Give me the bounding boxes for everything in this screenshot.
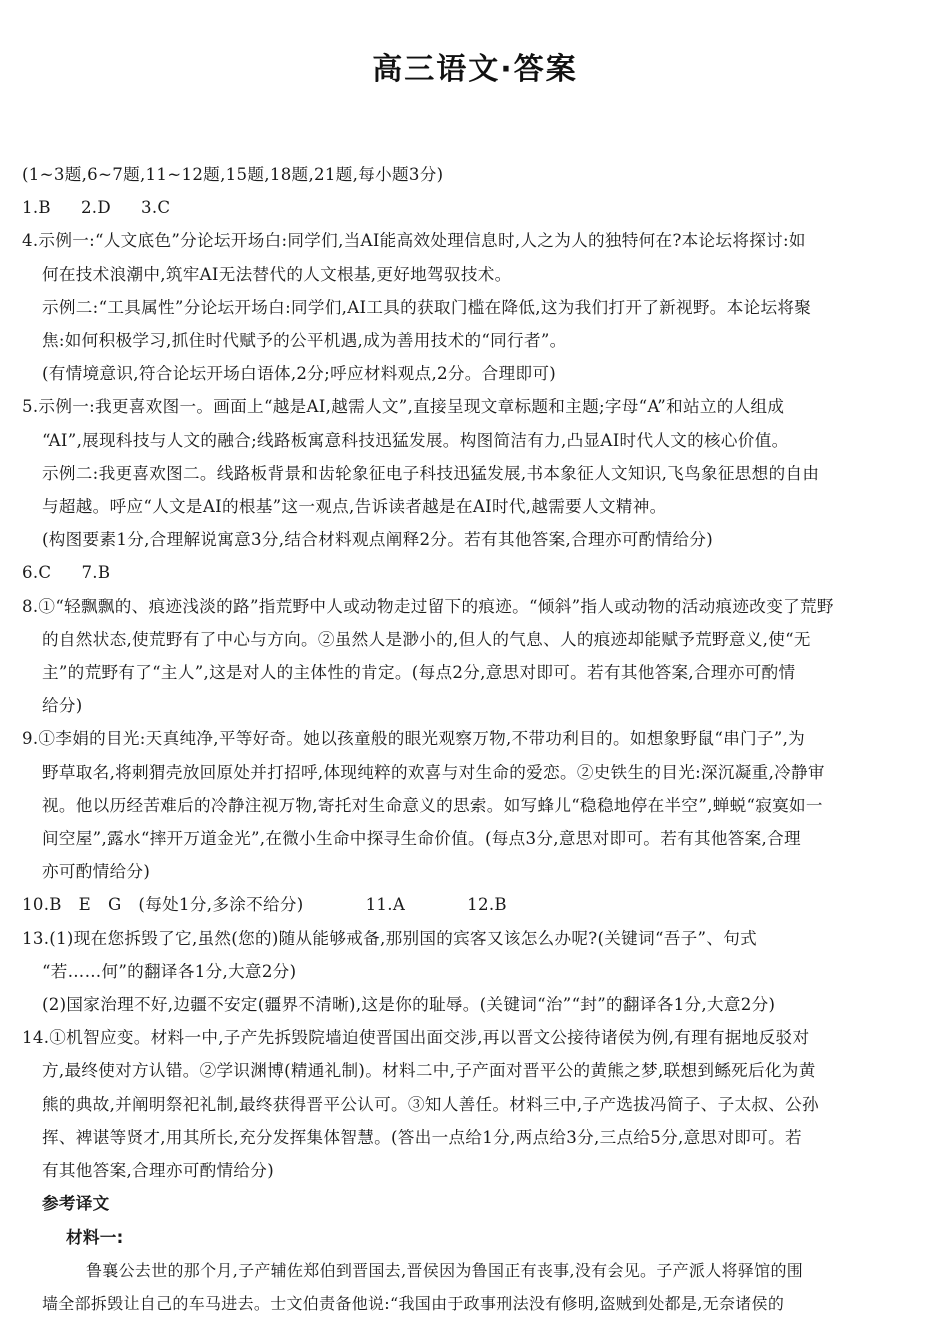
answer-9-line: 间空屋”,露水“摔开万道金光”,在微小生命中探寻生命价值。(每点3分,意思对即可。若有其他答案,合理 (42, 829, 801, 849)
answer-14-line: 有其他答案,合理亦可酌情给分) (42, 1161, 274, 1181)
answer-13-part2: (2)国家治理不好,边疆不安定(疆界不清晰),这是你的耻辱。(关键词“治”“封”的翻译各1分,大意2分) (42, 995, 776, 1015)
answer-8-line: 给分) (42, 696, 83, 716)
answer-5-scoring: (构图要素1分,合理解说寓意3分,结合材料观点阐释2分。若有其他答案,合理亦可酌情给分) (42, 530, 714, 550)
answers-6-7 (22, 556, 918, 589)
answer-13-line: 13.(1)现在您拆毁了它,虽然(您的)随从能够戒备,那别国的宾客又该怎么办呢?(关键词“吾子”、句式 (22, 928, 757, 948)
answers-10-12 (22, 888, 918, 921)
answer-14-line: 14.①机智应变。材料一中,子产先拆毁院墙迫使晋国出面交涉,再以晋文公接待诸侯为例,有理有据地反驳对 (22, 1028, 810, 1048)
answer-5-line: 与超越。呼应“人文是AI的根基”这一观点,告诉读者越是在AI时代,越需要人文精神。 (42, 497, 667, 517)
answer-12: 12.B (467, 895, 507, 915)
answer-10: 10.B E G (每处1分,多涂不给分) (22, 895, 304, 915)
translation-heading: 参考译文 (42, 1194, 110, 1214)
answer-7: 7.B (81, 563, 111, 583)
answer-8-line: 的自然状态,使荒野有了中心与方向。②虽然人是渺小的,但人的气息、人的痕迹却能赋予荒野意义,使“无 (42, 629, 811, 649)
answer-5-line: 示例二:我更喜欢图二。线路板背景和齿轮象征电子科技迅猛发展,书本象征人文知识,飞鸟象征思想的自由 (42, 463, 820, 483)
answer-4-line: 4.示例一:“人文底色”分论坛开场白:同学们,当AI能高效处理信息时,人之为人的独特何在?本论坛将探讨:如 (22, 231, 806, 251)
answer-4-line: 何在技术浪潮中,筑牢AI无法替代的人文根基,更好地驾驭技术。 (42, 264, 512, 284)
answer-body (22, 158, 918, 1320)
answer-4-line: 示例二:“工具属性”分论坛开场白:同学们,AI工具的获取门槛在降低,这为我们打开了新视野。本论坛将聚 (42, 297, 812, 317)
answer-5-line: 5.示例一:我更喜欢图一。画面上“越是AI,越需人文”,直接呈现文章标题和主题;字母“A”和站立的人组成 (22, 397, 785, 417)
answer-14-line: 挥、裨谌等贤才,用其所长,充分发挥集体智慧。(答出一点给1分,两点给3分,三点给5分,意思对即可。若 (42, 1127, 802, 1147)
translation-subheading: 材料一: (66, 1227, 124, 1247)
translation-line: 鲁襄公去世的那个月,子产辅佐郑伯到晋国去,晋侯因为鲁国正有丧事,没有会见。子产派人将驿馆的围 (86, 1260, 804, 1280)
answer-9-line: 亦可酌情给分) (42, 862, 151, 882)
answer-4-scoring: (有情境意识,符合论坛开场白语体,2分;呼应材料观点,2分。合理即可) (42, 364, 557, 384)
answer-9-line: 视。他以历经苦难后的冷静注视万物,寄托对生命意义的思索。如写蜂儿“稳稳地停在半空”,蝉蜕“寂寞如一 (42, 795, 823, 815)
answer-8-line: 8.①“轻飘飘的、痕迹浅淡的路”指荒野中人或动物走过留下的痕迹。“倾斜”指人或动物的活动痕迹改变了荒野 (22, 596, 834, 616)
translation-line: 墙全部拆毁让自己的车马进去。士文伯责备他说:“我国由于政事刑法没有修明,盗贼到处都是,无奈诸侯的 (42, 1293, 785, 1313)
answer-11: 11.A (365, 895, 406, 915)
answer-1: 1.B (22, 198, 51, 218)
answer-6: 6.C (22, 563, 52, 583)
score-note: (1~3题,6~7题,11~12题,15题,18题,21题,每小题3分) (22, 165, 444, 184)
answer-9-line: 野草取名,将刺猬壳放回原处并打招呼,体现纯粹的欢喜与对生命的爱恋。②史铁生的目光:深沉凝重,冷静审 (42, 762, 825, 782)
answer-4-line: 焦:如何积极学习,抓住时代赋予的公平机遇,成为善用技术的“同行者”。 (42, 331, 567, 351)
answer-8-line: 主”的荒野有了“主人”,这是对人的主体性的肯定。(每点2分,意思对即可。若有其他答案,合理亦可酌情 (42, 663, 796, 683)
answer-9-line: 9.①李娟的目光:天真纯净,平等好奇。她以孩童般的眼光观察万物,不带功利目的。如想象野鼠“串门子”,为 (22, 729, 806, 749)
page-title: 高三语文·答案 (372, 52, 578, 87)
answers-1-3 (22, 191, 918, 224)
answer-13-line: “若……何”的翻译各1分,大意2分) (42, 961, 297, 981)
answer-14-line: 方,最终使对方认错。②学识渊博(精通礼制)。材料二中,子产面对晋平公的黄熊之梦,联想到鲧死后化为黄 (42, 1061, 816, 1081)
answer-3: 3.C (140, 198, 171, 218)
answer-5-line: “AI”,展现科技与人文的融合;线路板寓意科技迅猛发展。构图简洁有力,凸显AI时代人文的核心价值。 (42, 430, 789, 450)
answer-2: 2.D (80, 198, 111, 218)
answer-14-line: 熊的典故,并阐明祭祀礼制,最终获得晋平公认可。③知人善任。材料三中,子产选拔冯简子、子太叔、公孙 (42, 1094, 819, 1114)
